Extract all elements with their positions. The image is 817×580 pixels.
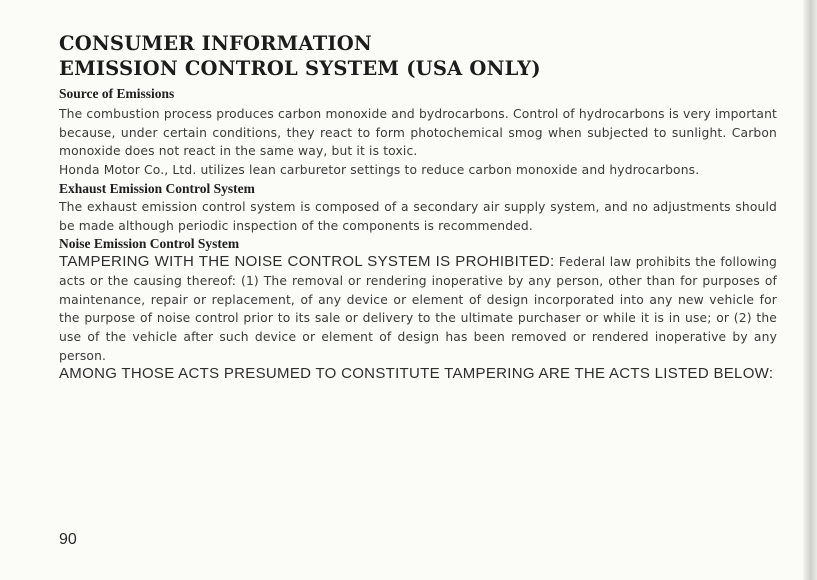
heading-noise-emission-control: Noise Emission Control System <box>59 236 240 252</box>
source-paragraph-1: The combustion process produces carbon monoxide and bydrocarbons. Control of hydrocarbons is very important because, under certain conditions, they react to form photochemical smog when subjected to sunlight. Carbon monoxide does not react in the same way, but it is toxic. <box>59 107 777 159</box>
source-paragraph-2: Honda Motor Co., Ltd. utilizes lean carburetor settings to reduce carbon monoxide and hydrocarbons. <box>59 163 700 178</box>
heading-source-of-emissions: Source of Emissions <box>59 86 175 101</box>
exhaust-paragraph: The exhaust emission control system is composed of a secondary air supply system, and no adjustments should be made although periodic inspection of the components is recommended. <box>59 199 777 233</box>
page-number: 90 <box>59 531 77 548</box>
page-edge-shadow <box>803 0 817 580</box>
noise-paragraph <box>59 253 777 365</box>
heading-exhaust-emission-control: Exhaust Emission Control System <box>59 180 255 196</box>
manual-page-content <box>59 31 777 383</box>
title-line-1: CONSUMER INFORMATION <box>59 32 372 55</box>
page-title <box>59 31 777 81</box>
tampering-acts-closing: AMONG THOSE ACTS PRESUMED TO CONSTITUTE TAMPERING ARE THE ACTS LISTED BELOW: <box>59 365 774 383</box>
tampering-prohibited-lead: TAMPERING WITH THE NOISE CONTROL SYSTEM IS PROHIBITED: <box>59 253 555 271</box>
title-line-2: EMISSION CONTROL SYSTEM (USA ONLY) <box>59 57 541 80</box>
noise-paragraph-body: Federal law prohibits the following acts or the causing thereof: (1) The removal or rendering inoperative by any person, other than for purposes of maintenance, repair or replacement, of any device or element of design incorporated into any new vehicle for the purpose of noise control prior to its sale or delivery to the ultimate purchaser or while it is in use; or (2) the use of the vehicle after such device or element of design has been removed or rendered inoperative by any person. <box>59 255 778 363</box>
